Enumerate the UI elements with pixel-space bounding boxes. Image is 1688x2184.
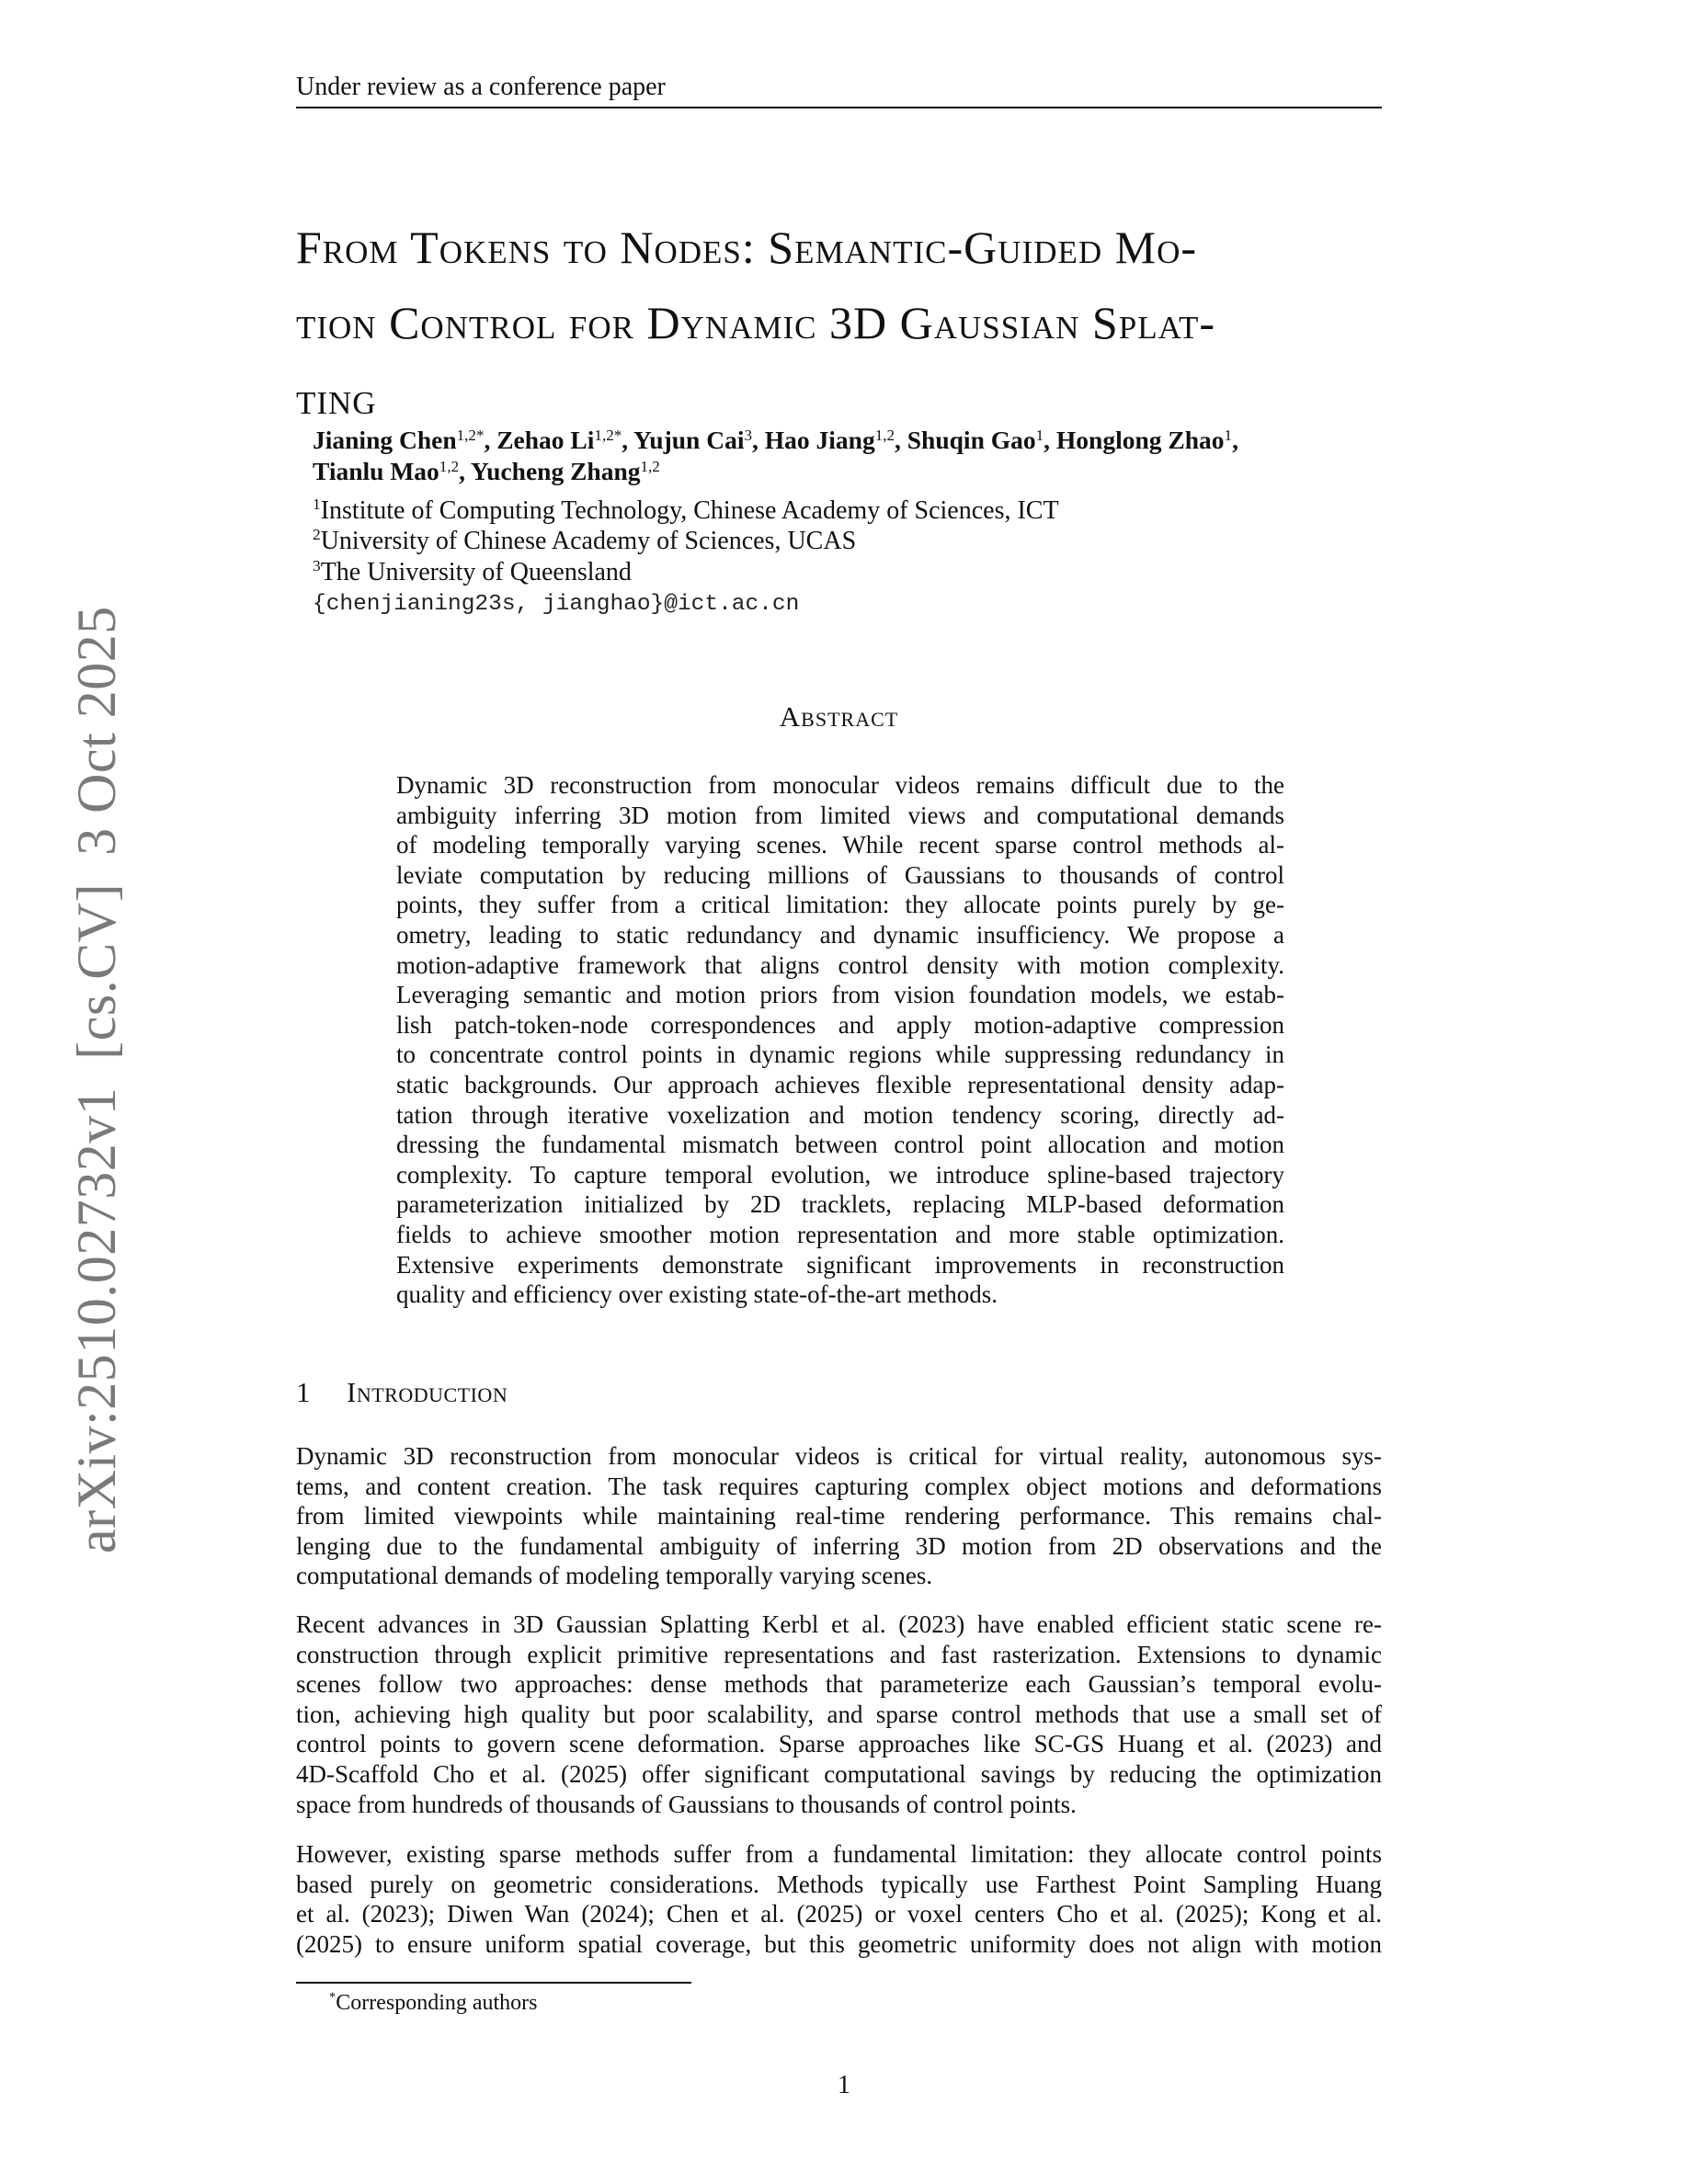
text-line: control points to govern scene deformation. Sparse approaches like SC-GS Huang et al. (2023) and [296, 1730, 1382, 1758]
footnote-rule [296, 1982, 691, 1984]
text-line: static backgrounds. Our approach achieves flexible representational density adap- [396, 1070, 1284, 1098]
author-affil-marks: 1 [1035, 426, 1044, 444]
author-line: Tianlu Mao$^{1,2}$, Yucheng Zhang$^{1,2}$ [313, 457, 660, 485]
affiliation-text: Institute of Computing Technology, Chinese Academy of Sciences, ICT [320, 496, 1059, 525]
author-affil-marks: 1 [1224, 426, 1233, 444]
section-heading-introduction [296, 1374, 508, 1411]
author-affil-marks: 1,2 [874, 426, 895, 444]
arxiv-date: 3 Oct 2025 [66, 606, 127, 856]
text-line: Dynamic 3D reconstruction from monocular videos remains difficult due to the [396, 771, 1284, 799]
text-line: space from hundreds of thousands of Gaussians to thousands of control points. [296, 1790, 1077, 1818]
body-paragraph [296, 1442, 1382, 1592]
header-rule [296, 107, 1382, 108]
author-name: Tianlu Mao [313, 457, 439, 485]
affiliation-number: 2 [313, 526, 321, 544]
footnote-mark: * [329, 1990, 336, 2006]
author-name: Zehao Li [496, 426, 595, 454]
text-line: lish patch-token-node correspondences and apply motion-adaptive compression [396, 1010, 1284, 1039]
text-line: based purely on geometric considerations. Methods typically use Farthest Point Sampling Huang [296, 1870, 1382, 1898]
affiliation [313, 495, 1397, 527]
text-line: However, existing sparse methods suffer from a fundamental limitation: they allocate control points [296, 1840, 1382, 1868]
text-line: lenging due to the fundamental ambiguity of inferring 3D motion from 2D observations and the [296, 1531, 1382, 1560]
text-line: quality and efficiency over existing state-of-the-art methods. [396, 1280, 998, 1309]
text-line: of modeling temporally varying scenes. While recent sparse control methods al- [396, 831, 1284, 859]
text-line: points, they suffer from a critical limitation: they allocate points purely by ge- [396, 891, 1284, 919]
text-line: Extensive experiments demonstrate significant improvements in reconstruction [396, 1250, 1284, 1279]
page-number: 1 [838, 2071, 850, 2099]
text-line: computational demands of modeling temporally varying scenes. [296, 1562, 933, 1590]
contact-email[interactable]: {chenjianing23s, jianghao}@ict.ac.cn [313, 592, 800, 617]
author-name: Honglong Zhao [1055, 426, 1225, 454]
text-line: ometry, leading to static redundancy and dynamic insufficiency. We propose a [396, 920, 1284, 949]
author-name: Shuqin Gao [907, 426, 1036, 454]
running-head: Under review as a conference paper [296, 73, 666, 101]
abstract-body [396, 770, 1284, 1310]
author-line: Jianing Chen$^{1,2*}$, Zehao $Li^{1,2*}$, Yujun Cai$^3$, Hao Jiang$^{1,2}$, Shuqin Gao$^1$, Honglong Zhao$^1$, [313, 426, 1238, 454]
affiliation-number: 1 [313, 495, 321, 514]
text-line: dressing the fundamental mismatch between control point allocation and motion [396, 1131, 1284, 1159]
section-number: 1 [296, 1376, 311, 1408]
text-line: Recent advances in 3D Gaussian Splatting Kerbl et al. (2023) have enabled efficient static scene re- [296, 1610, 1382, 1638]
text-line: tation through iterative voxelization and motion tendency scoring, directly ad- [396, 1100, 1284, 1129]
text-line: construction through explicit primitive representations and fast rasterization. Extensions to dynamic [296, 1640, 1382, 1668]
text-line: Leveraging semantic and motion priors from vision foundation models, we estab- [396, 981, 1284, 1009]
text-line: Dynamic 3D reconstruction from monocular videos is critical for virtual reality, autonomous sys- [296, 1442, 1382, 1470]
abstract-heading: Abstract [779, 700, 899, 733]
author-name: Yujun Cai [633, 426, 745, 454]
text-line: complexity. To capture temporal evolution, we introduce spline-based trajectory [396, 1160, 1284, 1189]
affiliation-text: The University of Queensland [320, 558, 632, 586]
paper-title [296, 210, 1390, 436]
text-line: (2025) to ensure uniform spatial coverage, but this geometric uniformity does not align with motion [296, 1929, 1382, 1958]
title-line: From Tokens to Nodes: Semantic-Guided Mo- [296, 222, 1198, 273]
text-line: leviate computation by reducing millions of Gaussians to thousands of control [396, 860, 1284, 889]
author-name: Jianing Chen [313, 426, 457, 454]
text-line: scenes follow two approaches: dense methods that parameterize each Gaussian’s temporal evolu- [296, 1670, 1382, 1699]
footnote [329, 1989, 538, 2017]
affiliation [313, 557, 1397, 588]
text-line: parameterization initialized by 2D tracklets, replacing MLP-based deformation [396, 1190, 1284, 1219]
text-line: ambiguity inferring 3D motion from limited views and computational demands [396, 801, 1284, 829]
text-line: to concentrate control points in dynamic regions while suppressing redundancy in [396, 1041, 1284, 1069]
section-title: Introduction [347, 1376, 508, 1408]
text-line: et al. (2023); Diwen Wan (2024); Chen et al. (2025) or voxel centers Cho et al. (2025); Kong et al. [296, 1900, 1382, 1928]
title-line: ting [296, 372, 377, 424]
author-affil-marks: 1,2* [594, 426, 622, 444]
text-line: from limited viewpoints while maintaining real-time rendering performance. This remains chal- [296, 1502, 1382, 1530]
affiliation-number: 3 [313, 557, 321, 575]
arxiv-id: arXiv:2510.02732v1 [66, 1086, 127, 1553]
body-paragraph [296, 1840, 1382, 1960]
title-line: tion Control for Dynamic 3D Gaussian Splat- [296, 297, 1215, 348]
author-affil-marks: 3 [744, 426, 752, 444]
text-line: 4D-Scaffold Cho et al. (2025) offer significant computational savings by reducing the optimization [296, 1759, 1382, 1788]
author-name: Hao Jiang [764, 426, 875, 454]
text-line: motion-adaptive framework that aligns control density with motion complexity. [396, 950, 1284, 979]
author-affil-marks: 1,2 [439, 457, 460, 475]
author-affil-marks: 1,2* [456, 426, 485, 444]
affiliation [313, 526, 1397, 557]
arxiv-identifier-stamp [64, 606, 129, 1553]
text-line: tion, achieving high quality but poor scalability, and sparse control methods that use a small set of [296, 1700, 1382, 1728]
author-affil-marks: 1,2 [640, 457, 660, 475]
text-line: tems, and content creation. The task requires capturing complex object motions and deformations [296, 1472, 1382, 1500]
text-line: fields to achieve smoother motion representation and more stable optimization. [396, 1220, 1284, 1248]
body-paragraph [296, 1610, 1382, 1820]
footnote-text: Corresponding authors [336, 1991, 538, 2015]
author-name: Yucheng Zhang [470, 457, 641, 485]
arxiv-category: [cs.CV] [66, 882, 127, 1060]
affiliation-text: University of Chinese Academy of Sciences, UCAS [320, 527, 857, 555]
author-list [313, 425, 1397, 487]
